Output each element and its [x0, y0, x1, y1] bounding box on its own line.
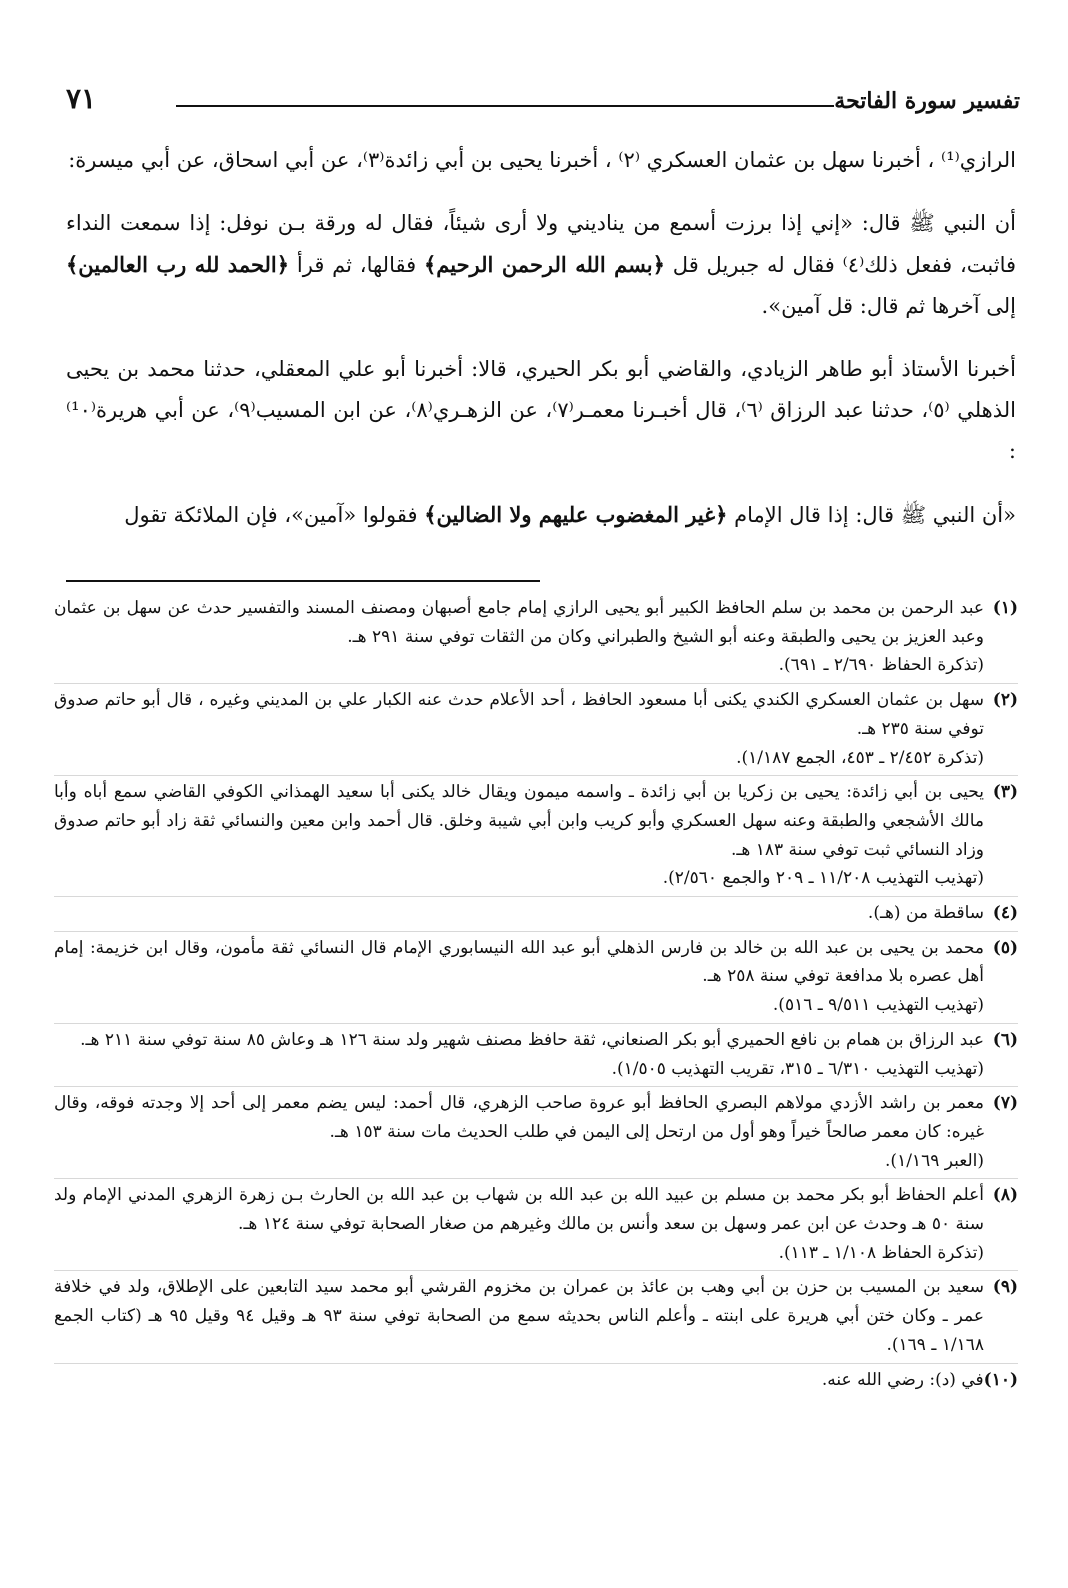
- quran-quote-hamd: ﴿الحمد لله رب العالمين﴾: [66, 252, 290, 277]
- page-header: [56, 82, 1020, 122]
- footnote-item: [54, 1271, 1018, 1363]
- footnote-item: [54, 592, 1018, 684]
- footnote-reference: (العبر ١/١٦٩).: [885, 1150, 984, 1171]
- main-text: [66, 140, 1016, 556]
- footnote-item: [54, 1024, 1018, 1087]
- footnotes: [54, 592, 1018, 1397]
- footnote-text: معمر بن راشد الأزدي مولاهم البصري الحافظ أبو عروة صاحب الزهري، قال أحمد: ليس يضم معمر إلى أحد إلا وجدته فوقه، وقال غيره: كان معمر صالحاً خيراً وهو أول من ارتحل إلى اليمن في طلب الحديث مات سنة ١٥٣ هـ.: [54, 1093, 984, 1142]
- paragraph-4: [66, 494, 1016, 536]
- page-number: ٧١: [66, 82, 97, 115]
- footnote-reference: (تذكرة الحفاظ ١/١٠٨ ـ ١١٣).: [778, 1242, 984, 1263]
- paragraph-1: الرازي⁽¹⁾ ، أخبرنا سهل بن عثمان العسكري ⁽٢⁾ ، أخبرنا يحيى بن أبي زائدة⁽٣⁾، عن أبي اسحاق، عن أبي ميسرة:: [68, 148, 1016, 172]
- footnote-reference: (تهذيب التهذيب ٩/٥١١ ـ ٥١٦).: [772, 995, 984, 1016]
- footnote-reference: (تذكرة ٢/٤٥٢ ـ ٤٥٣، الجمع ١/١٨٧).: [736, 747, 984, 768]
- footnote-body: [54, 1026, 984, 1083]
- footnote-body: [54, 1273, 984, 1359]
- footnote-body: [54, 899, 984, 928]
- footnote-body: [54, 686, 984, 772]
- footnote-body: [54, 1181, 984, 1267]
- paragraph-2-text-a: أن النبي ﷺ قال: «إني إذا برزت أسمع من يناديني ولا أرى شيئاً، فقال له ورقة بـن نوفل: إذا سمعت النداء فاثبت، ففعل ذلك⁽٤⁾ فقال له جبريل قل: [66, 211, 1017, 277]
- footnote-number: (١٠): [983, 1369, 1018, 1390]
- footnote-body: [54, 934, 984, 1020]
- footnote-number: (٧): [992, 1093, 1018, 1114]
- footnote-number: (٨): [992, 1185, 1018, 1206]
- footnote-text: أعلم الحفاظ أبو بكر محمد بن مسلم بن عبيد الله بن عبد الله بن شهاب بن عبد الله بن الحارث بـن زهرة الزهري المدني الإمام ولد سنة ٥٠ هـ وحدث عن ابن عمر وسهل بن سعد وأنس بن مالك وغيرهم من صغار الصحابة توفي سنة ١٢٤ هـ.: [54, 1185, 984, 1235]
- footnote-number: (٢): [992, 690, 1018, 711]
- footnote-number: (٥): [992, 937, 1018, 958]
- footnote-body: [54, 778, 984, 893]
- footnote-body: [54, 1089, 984, 1175]
- footnote-text: محمد بن يحيى بن عبد الله بن خالد بن فارس الذهلي أبو عبد الله النيسابوري الإمام قال النسائي ثقة مأمون، وقال ابن خزيمة: إمام أهل عصره بلا مدافعة توفي سنة ٢٥٨ هـ.: [54, 937, 984, 987]
- footnote-text: سهل بن عثمان العسكري الكندي يكنى أبا مسعود الحافظ ، أحد الأعلام حدث عنه الكبار علي بن المديني وغيره ، قال أبو حاتم صدوق توفي سنة ٢٣٥ هـ.: [54, 690, 984, 739]
- footnote-body: [54, 594, 984, 680]
- footnote-body: [54, 1366, 984, 1395]
- quran-quote-ghayr: ﴿غير المغضوب عليهم ولا الضالين﴾: [424, 502, 728, 527]
- footnote-text: يحيى بن أبي زائدة: يحيى بن زكريا بن أبي زائدة ـ واسمه ميمون ويقال خالد يكنى أبا سعيد الهمذاني الكوفي القاضي سمع أباه وأبا مالك الأشجعي والطبقة وعنه سهل العسكري وأبو كريب وابن أبي شيبة وخلق. قال أحمد وابن معين والنسائي ثقة زاد أبو حاتم صدوق وزاد النسائي ثبت توفي سنة ١٨٣ هـ.: [54, 782, 984, 860]
- paragraph-4-text-b: فقولوا «آمين»، فإن الملائكة تقول: [124, 503, 425, 527]
- footnote-reference: (تهذيب التهذيب ٦/٣١٠ ـ ٣١٥، تقريب التهذيب ١/٥٠٥).: [611, 1058, 984, 1079]
- footnote-number: (٩): [992, 1277, 1018, 1298]
- footnote-number: (٦): [992, 1029, 1018, 1050]
- footnote-reference: (تهذيب التهذيب ١١/٢٠٨ ـ ٢٠٩ والجمع ٢/٥٦٠).: [662, 868, 984, 889]
- paragraph-2: [66, 203, 1016, 327]
- footnote-item: [54, 932, 1018, 1024]
- footnote-separator: [66, 580, 540, 582]
- paragraph-4-text-a: «أن النبي ﷺ قال: إذا قال الإمام: [727, 503, 1016, 527]
- running-title: تفسير سورة الفاتحة: [834, 88, 1020, 114]
- footnote-item: [54, 776, 1018, 897]
- paragraph-3: أخبرنا الأستاذ أبو طاهر الزيادي، والقاضي أبو بكر الحيري، قالا: أخبرنا أبو علي المعقلي، حدثنا محمد بن يحيى الذهلي ⁽٥⁾، حدثنا عبد الرزاق ⁽٦⁾، قال أخبـرنا معمـر⁽٧⁾، عن الزهـري⁽٨⁾، عن ابن المسيب⁽٩⁾، عن أبي هريرة⁽¹٠⁾ :: [66, 357, 1016, 463]
- footnote-text: عبد الرحمن بن محمد بن سلم الحافظ الكبير أبو يحيى الرازي إمام جامع أصبهان ومصنف المسند والتفسير حدث عن سهل بن عثمان وعبد العزيز بن يحيى والطبقة وعنه أبو الشيخ والطبراني وكان من الثقات توفي سنة ٢٩١ هـ.: [54, 598, 984, 647]
- footnote-text: سعيد بن المسيب بن حزن بن أبي وهب بن عائذ بن عمران بن مخزوم القرشي أبو محمد سيد التابعين على الإطلاق، ولد في خلافة عمر ـ وكان ختن أبي هريرة على ابنته ـ وأعلم الناس بحديثه سمع من الصحابة توفي سنة ٩٣ هـ وقيل ٩٤ وقيل ٩٥ هـ (كتاب الجمع ١/١٦٨ ـ ١٦٩).: [54, 1277, 984, 1355]
- footnote-item: [54, 1087, 1018, 1179]
- quran-quote-basmala: ﴿بسم الله الرحمن الرحيم﴾: [423, 252, 665, 277]
- footnote-item: [54, 897, 1018, 932]
- footnote-text: ساقطة من (هـ).: [867, 903, 984, 924]
- footnote-item: [54, 1179, 1018, 1271]
- paragraph-2-text-c: إلى آخرها ثم قال: قل آمين».: [761, 294, 1016, 318]
- footnote-item: [54, 684, 1018, 776]
- footnote-number: (٤): [992, 903, 1018, 924]
- footnote-item: [54, 1364, 1018, 1398]
- footnote-text: في (د): رضي الله عنه.: [821, 1369, 984, 1390]
- paragraph-2-text-b: فقالها، ثم قرأ: [289, 253, 424, 277]
- footnote-number: (٣): [992, 782, 1018, 803]
- footnote-reference: (تذكرة الحفاظ ٢/٦٩٠ ـ ٦٩١).: [778, 655, 984, 676]
- footnote-number: (١): [992, 598, 1018, 618]
- footnote-text: عبد الرزاق بن همام بن نافع الحميري أبو بكر الصنعاني، ثقة حافظ مصنف شهير ولد سنة ١٢٦ هـ وعاش ٨٥ سنة توفي سنة ٢١١ هـ.: [80, 1029, 984, 1050]
- header-rule: [176, 105, 834, 107]
